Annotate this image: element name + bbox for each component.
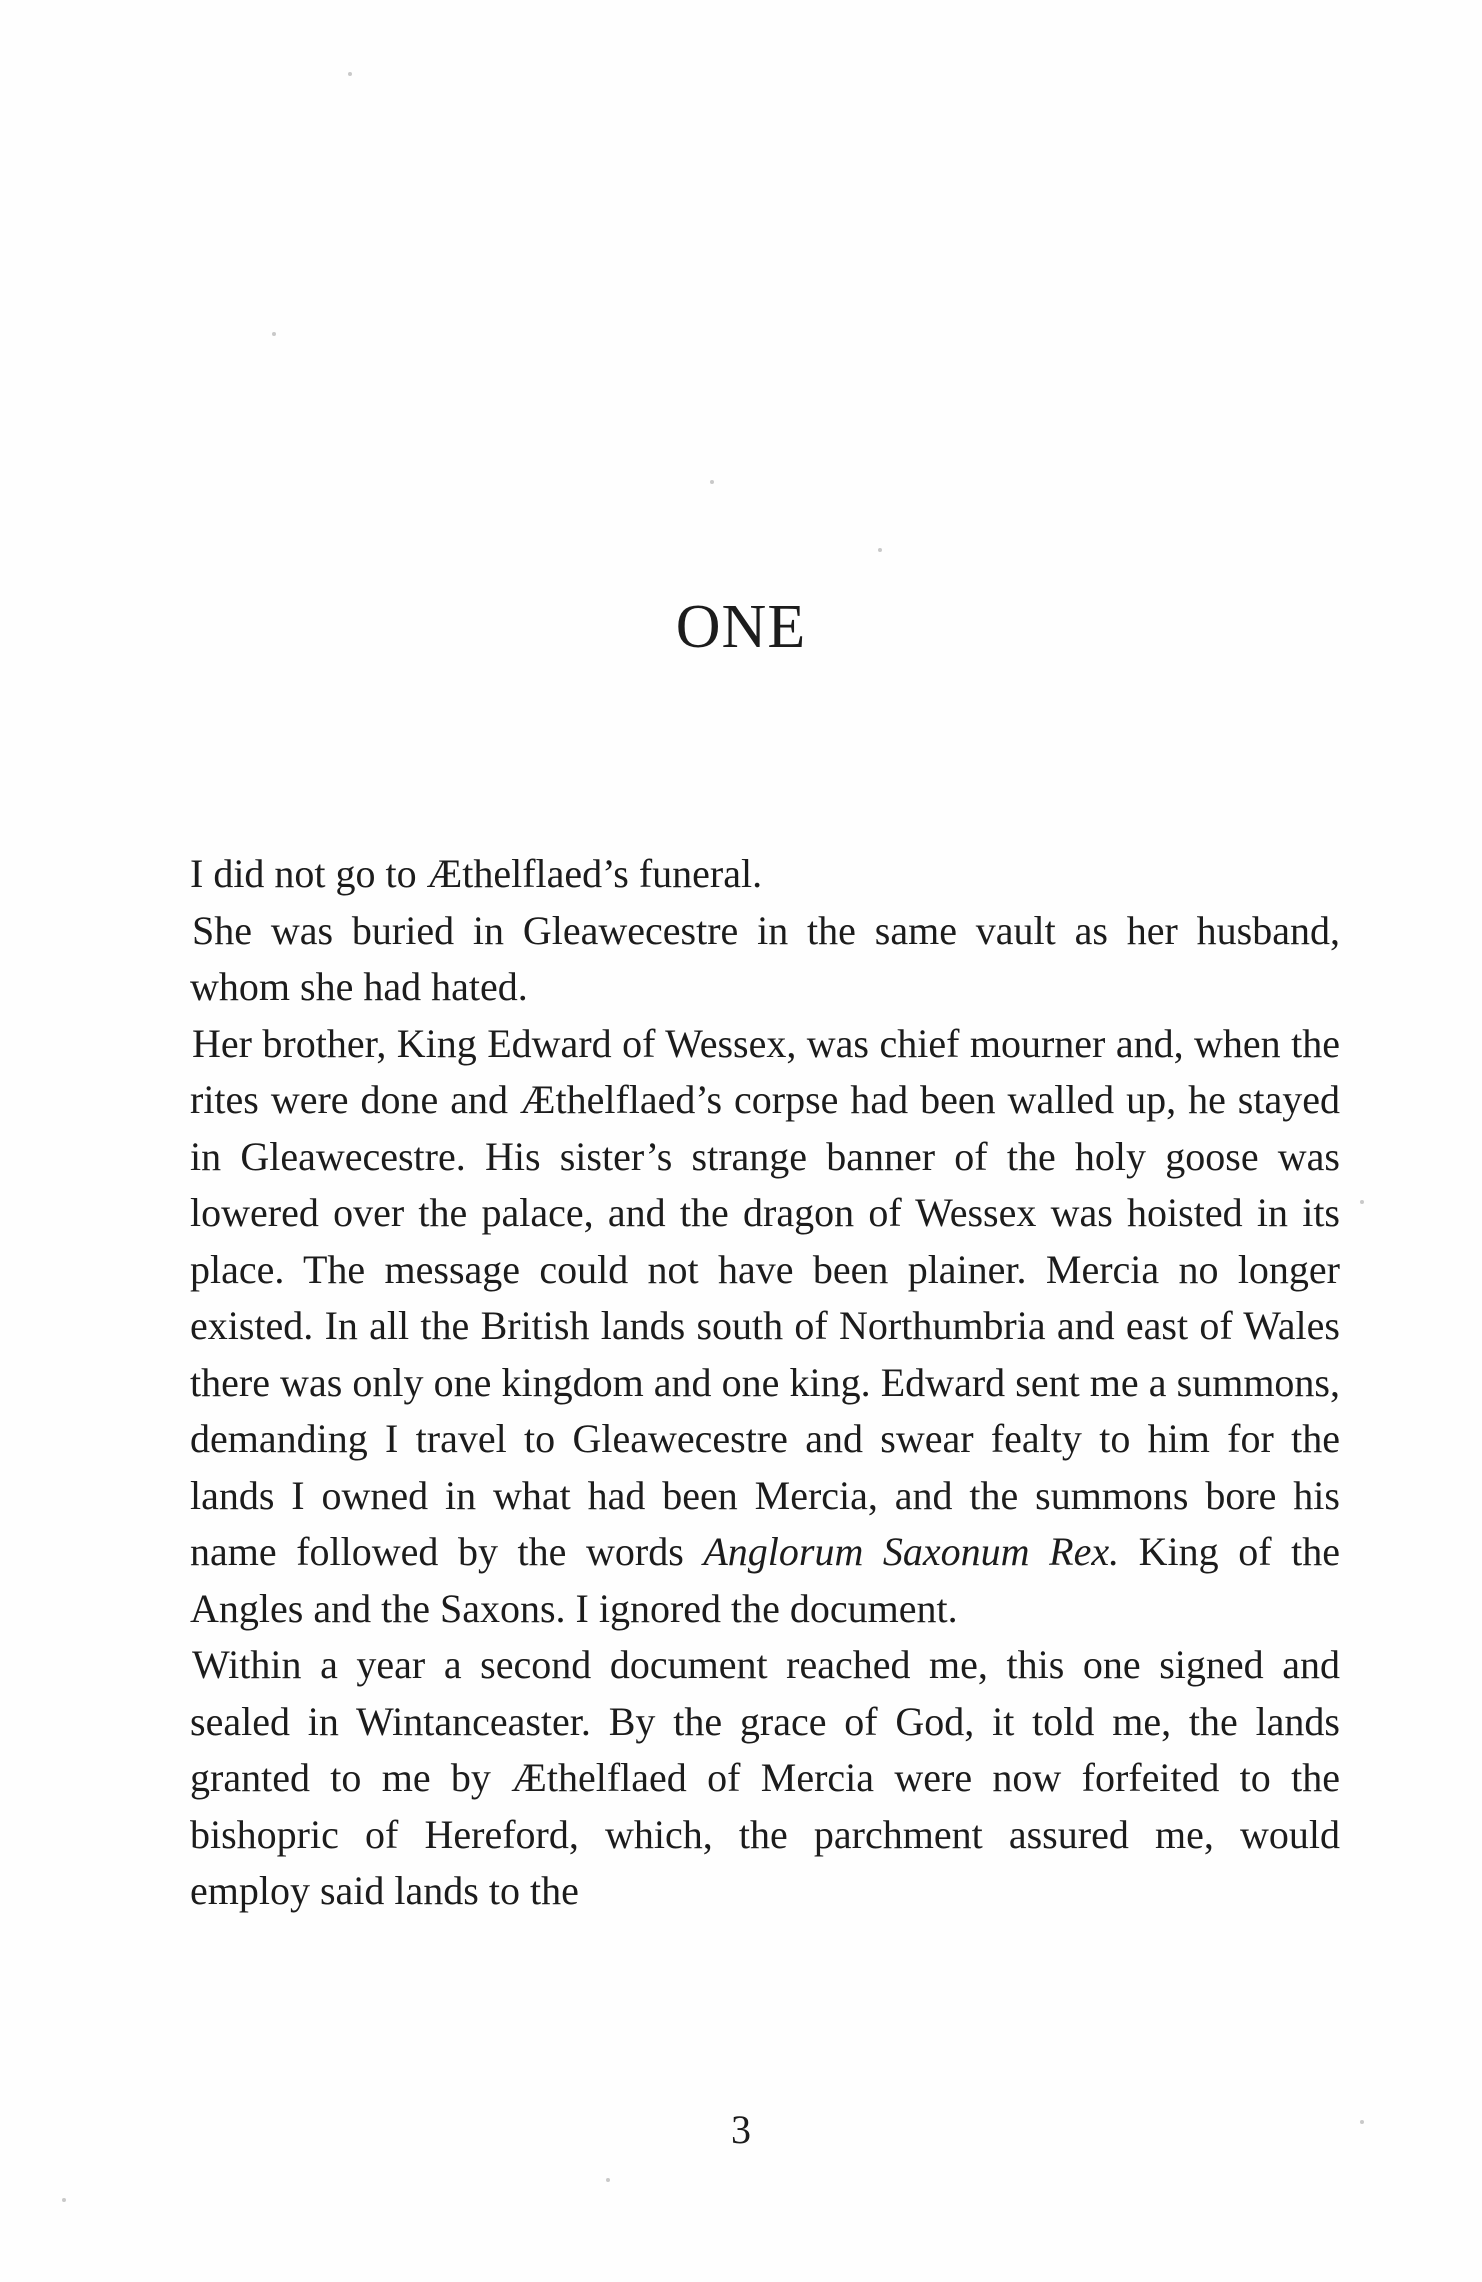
paragraph-3 [190, 1016, 1340, 1638]
page-number: 3 [731, 2107, 751, 2152]
paper-speck [1360, 2120, 1364, 2124]
paper-speck [878, 548, 882, 552]
paragraph-4: Within a year a second document reached me, this one signed and sealed in Wintanceaster. By the grace of God, it told me, the lands granted to me by Æthelflaed of Mercia were now forfeited to the bishopric of Hereford, which, the parchment assured me, would employ said lands to the [190, 1642, 1340, 1913]
body-text [190, 846, 1340, 1920]
paragraph-1: I did not go to Æthelflaed’s funeral. [190, 851, 763, 896]
chapter-title: ONE [675, 593, 807, 661]
paper-speck [62, 2198, 66, 2202]
paragraph-3-text-after-italic: King of the Angles and the Saxons. I ignored the document. [190, 1529, 1341, 1631]
paper-speck [348, 72, 352, 76]
paragraph-3-italic-phrase: Anglorum Saxonum Rex. [703, 1529, 1120, 1574]
paragraph-3-text-before-italic: Her brother, King Edward of Wessex, was chief mourner and, when the rites were done and Æthelflaed’s corpse had been walled up, he stayed in Gleawecestre. His sister’s strange banner of the holy goose was lowered over the palace, and the dragon of Wessex was hoisted in its place. The message could not have been plainer. Mercia no longer existed. In all the British lands south of Northumbria and east of Wales there was only one kingdom and one king. Edward sent me a summons, demanding I travel to Gleawecestre and swear fealty to him for the lands I owned in what had been Mercia, and the summons bore his name followed by the words [190, 1020, 1340, 1574]
paper-speck [710, 480, 714, 484]
paragraph-2: She was buried in Gleawecestre in the same vault as her husband, whom she had hated. [190, 907, 1340, 1009]
paper-speck [272, 332, 276, 336]
paper-speck [606, 2178, 610, 2182]
paper-speck [1360, 1200, 1364, 1204]
